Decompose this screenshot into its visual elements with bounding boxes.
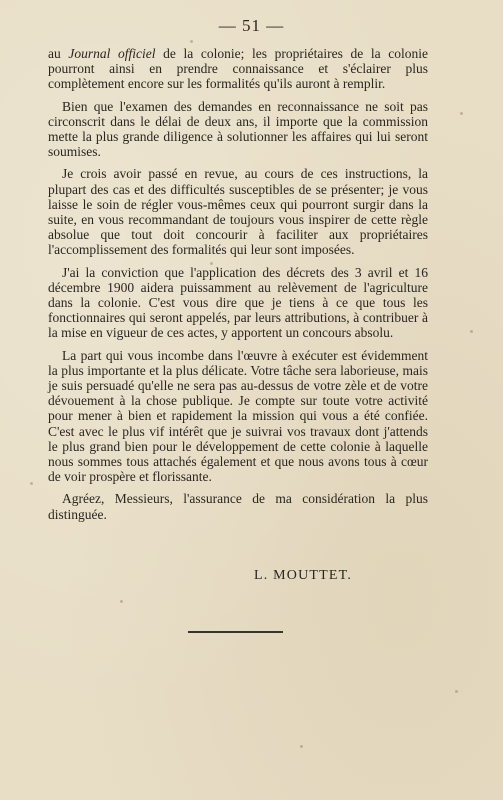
signature: L. MOUTTET. xyxy=(254,568,353,583)
paragraph-closing: Agréez, Messieurs, l'assurance de ma considération la plus distinguée. xyxy=(48,491,428,522)
paragraph-1 xyxy=(48,46,428,92)
closing-rule xyxy=(188,631,283,633)
page-number: — 51 — xyxy=(218,16,285,35)
paragraph-2: Bien que l'examen des demandes en reconnaissance ne soit pas circonscrit dans le délai de deux ans, il importe que la commission mette la plus grande diligence à solutionner les affaires qui lui seront soumises. xyxy=(48,98,428,160)
paragraph-5: La part qui vous incombe dans l'œuvre à exécuter est évidemment la plus importante et la plus délicate. Votre tâche sera laborieuse, mais je suis persuadé qu'elle ne sera pas au-dessus de votre zèle et de votre dévouement à la chose publique. Je compte sur toute votre activité pour mener à bien et rapidement la mission qui vous a été confiée. C'est avec le plus vif intérêt que je suivrai vos travaux dont j'attends le plus grand bien pour le développement de cette colonie à laquelle nous sommes tous attachés également et que nous avons tous à cœur de voir prospère et florissante. xyxy=(48,347,428,485)
paragraph-1-after: de la colonie; les propriétaires de la colonie pourront ainsi en prendre connaissance et s'éclairer plus complètement encore sur les formalités qu'ils auront à remplir. xyxy=(48,46,429,92)
body-text xyxy=(48,46,428,529)
paragraph-3: Je crois avoir passé en revue, au cours de ces instructions, la plupart des cas et des difficultés susceptibles de se présenter; je vous laisse le soin de régler vous-mêmes ceux qui pourront surgir dans la suite, en vous recommandant de toujours vous inspirer de cette règle absolue que tout doit concourir à faciliter aux propriétaires l'accomplissement des formalités qui leur sont imposées. xyxy=(48,166,428,258)
journal-title: Journal officiel xyxy=(68,46,156,61)
paragraph-1-before: au xyxy=(48,46,69,61)
paragraph-4: J'ai la conviction que l'application des décrets des 3 avril et 16 décembre 1900 aidera puissamment au relèvement de l'agriculture dans la colonie. C'est vous dire que je tiens à ce que tous les fonctionnaires qui seront appelés, par leurs attributions, à contribuer à la mise en vigueur de ces actes, y apportent un concours absolu. xyxy=(48,264,428,341)
